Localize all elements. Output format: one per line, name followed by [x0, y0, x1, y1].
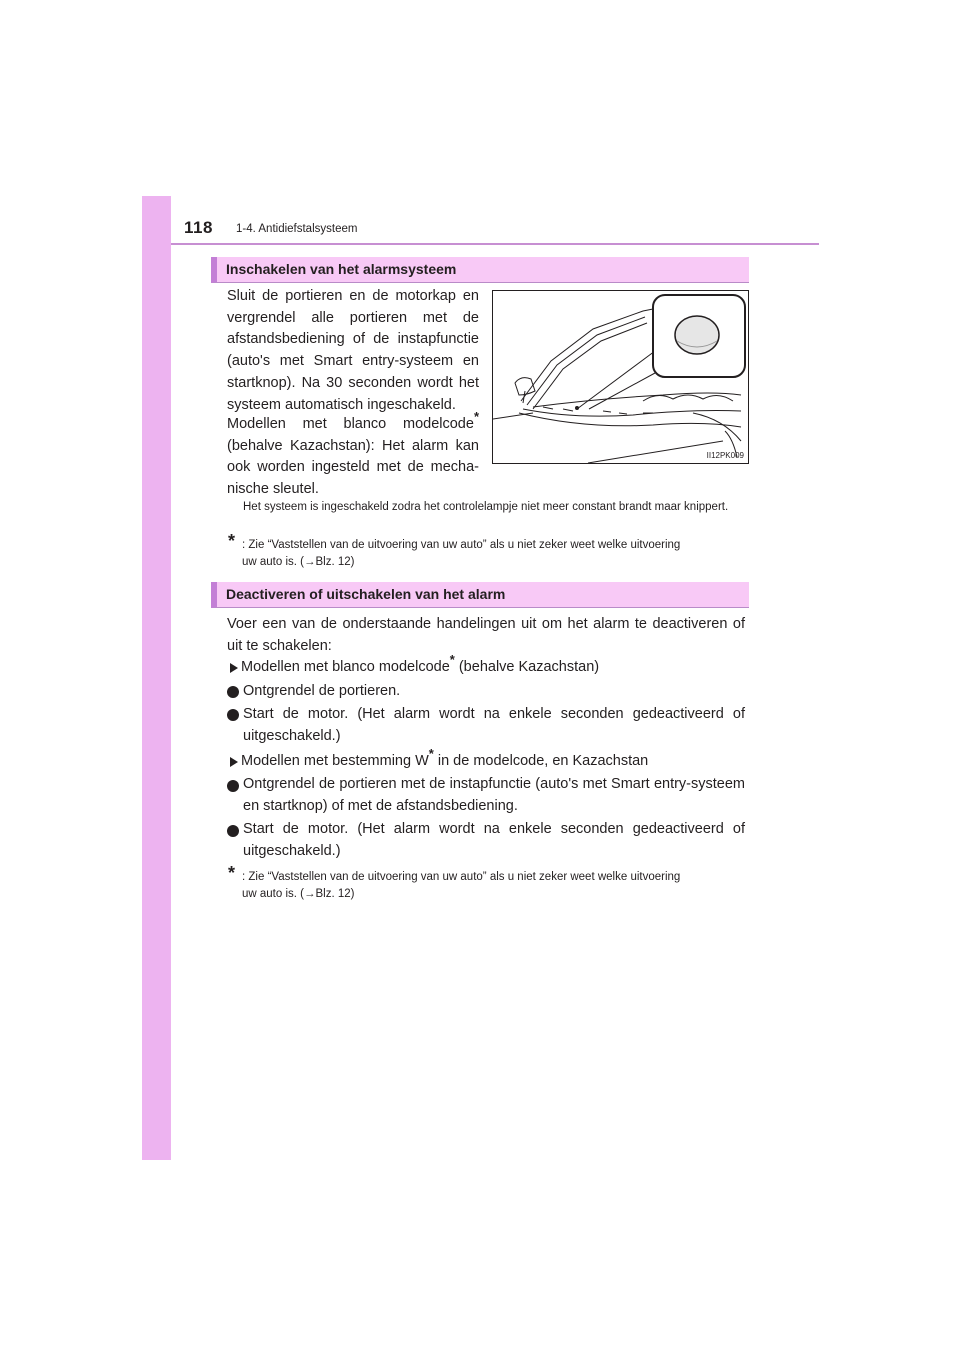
footnote-2 — [228, 863, 744, 903]
footnote-colon: : — [242, 871, 246, 883]
arm-paragraph: Sluit de portieren en de motorkap en vergrendel alle portieren met de afstandsbediening of de instapfunctie (auto's met Smart entry-systeem en startknop). Na 30 seconden wordt het systeem automatisch ingeschakeld. — [227, 288, 479, 413]
bullet-dot-icon — [227, 825, 239, 837]
section-heading-text: Deactiveren of uitschakelen van het alarm — [226, 586, 506, 602]
header-rule — [171, 243, 819, 245]
footnote-1-text: Zie “Vaststellen van de uitvoering van uw auto” als u niet zeker weet welke uitvoering — [248, 539, 681, 551]
group2-text-b: in de modelcode, en Kazachstan — [433, 753, 649, 769]
windshield-illustration — [493, 291, 748, 463]
arm-paragraph-model — [227, 409, 479, 501]
list-item: Start de motor. (Het alarm wordt na enkele seconden gedeactiveerd of uitgeschakeld.) — [243, 706, 745, 744]
page-number: 118 — [184, 218, 213, 237]
footnote-asterisk: * — [228, 863, 236, 883]
section-heading-text: Inschakelen van het alarmsysteem — [226, 261, 457, 277]
windshield-indicator-figure — [492, 290, 749, 464]
footnote-marker: * — [428, 746, 434, 761]
bullet-dot-icon — [227, 686, 239, 698]
bullet-dot-icon — [227, 709, 239, 721]
figure-code: II12PK009 — [706, 451, 744, 460]
footnote-1-line2: uw auto is. (→Blz. 12) — [242, 556, 355, 568]
list-item: Ontgrendel de portieren. — [243, 683, 401, 699]
chapter-title: 1-4. Antidiefstalsysteem — [236, 223, 358, 235]
bullet-dot-icon — [227, 780, 239, 792]
footnote-marker: * — [473, 409, 479, 424]
footnote-1 — [228, 531, 744, 571]
section-heading-disarm — [211, 582, 749, 608]
footnote-asterisk: * — [228, 531, 236, 551]
indicator-light-dot — [575, 406, 579, 410]
footnote-marker: * — [449, 652, 455, 667]
footnote-colon: : — [242, 539, 246, 551]
footnote-1-line1 — [228, 537, 744, 554]
disarm-intro: Voer een van de onderstaande handelingen uit om het alarm te deactiveren of uit te schakelen: — [227, 616, 745, 654]
footnote-2-line1 — [228, 869, 744, 886]
group1-text-a: Modellen met blanco modelcode — [241, 659, 450, 675]
chapter-side-tab — [142, 196, 171, 1160]
group2-text-a: Modellen met bestemming W — [241, 753, 429, 769]
footnote-2-line2: uw auto is. (→Blz. 12) — [242, 888, 355, 900]
footnote-2-text: Zie “Vaststellen van de uitvoering van uw auto” als u niet zeker weet welke uitvoering — [248, 871, 681, 883]
section-heading-arm — [211, 257, 749, 283]
group-heading-w — [241, 746, 649, 773]
model-text-b: (behalve Kazachstan): Het alarm kan ook worden ingesteld met de mecha-nische sleutel. — [227, 437, 479, 498]
model-text-a: Modellen met blanco modelcode — [227, 416, 474, 432]
list-item: Start de motor. (Het alarm wordt na enkele seconden gedeactiveerd of uitgeschakeld.) — [243, 821, 745, 859]
indicator-note: Het systeem is ingeschakeld zodra het controlelampje niet meer constant brandt maar knippert. — [243, 501, 729, 513]
group1-text-b: (behalve Kazachstan) — [454, 659, 600, 675]
list-item: Ontgrendel de portieren met de instapfunctie (auto's met Smart entry-systeem en startknop) of met de afstandsbediening. — [243, 776, 745, 814]
group-heading-blank — [241, 652, 600, 679]
triangle-bullet-icon — [230, 757, 238, 767]
triangle-bullet-icon — [230, 663, 238, 673]
